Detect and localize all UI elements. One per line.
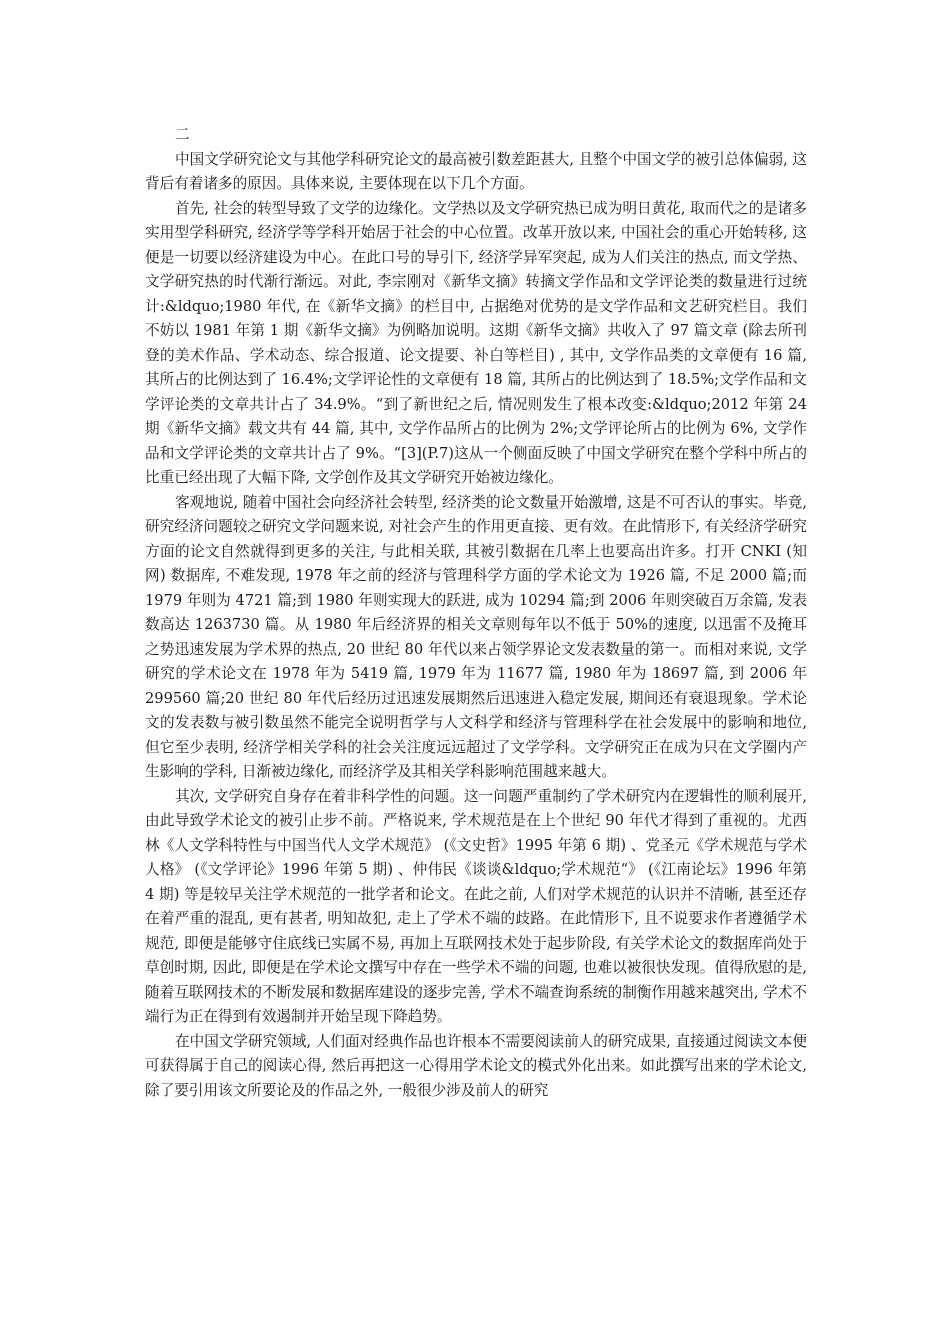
paragraph-classic-works: 在中国文学研究领域, 人们面对经典作品也许根本不需要阅读前人的研究成果, 直接通过阅读文本便可获得属于自己的阅读心得, 然后再把这一心得用学术论文的模式外化出来。如此撰写出来的学术论文, 除了要引用该文所要论及的作品之外, 一般很少涉及前人的研究 — [145, 1032, 807, 1099]
section-heading: 二 — [175, 126, 190, 143]
paragraph-academic-norms: 其次, 文学研究自身存在着非科学性的问题。这一问题严重制约了学术研究内在逻辑性的顺利展开, 由此导致学术论文的被引止步不前。严格说来, 学术规范是在上个世纪 90 年代才得到了重视的。尤西林《人文学科特性与中国当代人文学术规范》 (《文史哲》1995 年第 6 期) 、党圣元《学术规范与学术人格》 (《文学评论》1996 年第 5 期) 、仲伟民《谈谈&ldquo;学术规范“》 (《江南论坛》1996 年第 4 期) 等是较早关注学术规范的一批学者和论文。在此之前, 人们对学术规范的认识并不清晰, 甚至还存在着严重的混乱, 更有甚者, 明知故犯, 走上了学术不端的歧路。在此情形下, 且不说要求作者遵循学术规范, 即便是能够守住底线已实属不易, 再加上互联网技术处于起步阶段, 有关学术论文的数据库尚处于草创时期, 因此, 即便是在学术论文撰写中存在一些学术不端的问题, 也难以被很快发现。值得欣慰的是, 随着互联网技术的不断发展和数据库建设的逐步完善, 学术不端查询系统的制衡作用越来越突出, 学术不端行为正在得到有效遏制并开始呈现下降趋势。 — [145, 787, 807, 1025]
paragraph-intro: 中国文学研究论文与其他学科研究论文的最高被引数差距甚大, 且整个中国文学的被引总体偏弱, 这背后有着诸多的原因。具体来说, 主要体现在以下几个方面。 — [145, 150, 807, 192]
document-body — [145, 123, 807, 1103]
paragraph-social-transformation: 首先, 社会的转型导致了文学的边缘化。文学热以及文学研究热已成为明日黄花, 取而代之的是诸多实用型学科研究, 经济学等学科开始居于社会的中心位置。改革开放以来, 中国社会的重心开始转移, 这便是一切要以经济建设为中心。在此口号的导引下, 经济学异军突起, 成为人们关注的热点, 而文学热、文学研究热的时代渐行渐远。对此, 李宗刚对《新华文摘》转摘文学作品和文学评论类的数量进行过统计:&ldquo;1980 年代, 在《新华文摘》的栏目中, 占据绝对优势的是文学作品和文艺研究栏目。我们不妨以 1981 年第 1 期《新华文摘》为例略加说明。这期《新华文摘》共收入了 97 篇文章 (除去所刊登的美术作品、学术动态、综合报道、论文提要、补白等栏目) , 其中, 文学作品类的文章便有 16 篇, 其所占的比例达到了 16.4%;文学评论性的文章便有 18 篇, 其所占的比例达到了 18.5%;文学作品和文学评论类的文章共计占了 34.9%。“到了新世纪之后, 情况则发生了根本改变:&ldquo;2012 年第 24 期《新华文摘》载文共有 44 篇, 其中, 文学作品所占的比例为 2%;文学评论所占的比例为 6%, 文学作品和文学评论类的文章共计占了 9%。“[3](P.7)这从一个侧面反映了中国文学研究在整个学科中所占的比重已经出现了大幅下降, 文学创作及其文学研究开始被边缘化。 — [145, 199, 807, 486]
paragraph-economics-growth: 客观地说, 随着中国社会向经济社会转型, 经济类的论文数量开始激增, 这是不可否认的事实。毕竟, 研究经济问题较之研究文学问题来说, 对社会产生的作用更直接、更有效。在此情形下, 有关经济学研究方面的论文自然就得到更多的关注, 与此相关联, 其被引数据在几率上也要高出许多。打开 CNKI (知网) 数据库, 不难发现, 1978 年之前的经济与管理科学方面的学术论文为 1926 篇, 不足 2000 篇;而 1979 年则为 4721 篇;到 1980 年则实现大的跃进, 成为 10294 篇;到 2006 年则突破百万余篇, 发表数高达 1263730 篇。从 1980 年后经济界的相关文章则每年以不低于 50%的速度, 以迅雷不及掩耳之势迅速发展为学术界的热点, 20 世纪 80 年代以来占领学界论文发表数量的第一。而相对来说, 文学研究的学术论文在 1978 年为 5419 篇, 1979 年为 11677 篇, 1980 年为 18697 篇, 到 2006 年 299560 篇;20 世纪 80 年代后经历过迅速发展期然后迅速进入稳定发展, 期间还有衰退现象。学术论文的发表数与被引数虽然不能完全说明哲学与人文科学和经济与管理科学在社会发展中的影响和地位, 但它至少表明, 经济学相关学科的社会关注度远远超过了文学学科。文学研究正在成为只在文学圈内产生影响的学科, 日渐被边缘化, 而经济学及其相关学科影响范围越来越大。 — [145, 493, 807, 780]
